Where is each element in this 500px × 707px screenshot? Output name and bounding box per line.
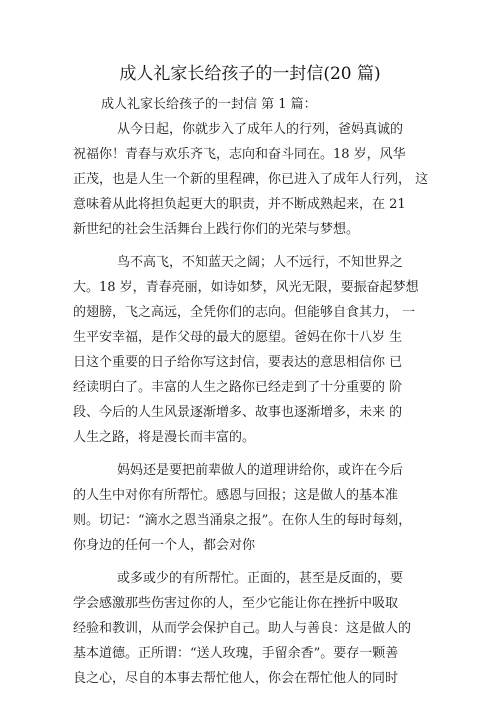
body-line: 良之心，尽自的本事去帮忙他人，你会在帮忙他人的同时 — [73, 671, 399, 686]
body-line: 则。切记：“滴水之恩当涌泉之报”。在你人生的每时每刻， — [73, 513, 412, 528]
document-title: 成人礼家长给孩子的一封信(20 篇) — [119, 64, 381, 84]
body-line: 生平安幸福，是作父母的最大的愿望。爸妈在你十八岁 生 — [73, 330, 403, 345]
body-line: 人生之路，将是漫长而丰富的。 — [73, 430, 256, 445]
body-line: 日这个重要的日子给你写这封信，要表达的意思相信你 已 — [73, 355, 403, 370]
subtitle-line: 成人礼家长给孩子的一封信 第 1 篇： — [101, 97, 317, 112]
body-line: 学会感激那些伤害过你的人，至少它能让你在挫折中吸取 — [73, 596, 399, 611]
body-line: 意味着从此将担负起更大的职责，并不断成熟起来，在 21 — [73, 197, 406, 212]
body-line: 的翅膀，飞之高远，全凭你们的志向。但能够自食其力， 一 — [73, 305, 416, 320]
body-line: 妈妈还是要把前辈做人的道理讲给你，或许在今后 — [117, 463, 404, 478]
body-line: 基本道德。正所谓：“送人玫瑰，手留余香”。要存一颗善 — [73, 646, 399, 661]
body-line: 大。18 岁，青春亮丽，如诗如梦，风光无限，要振奋起梦想 — [73, 280, 419, 295]
body-line: 新世纪的社会生活舞台上践行你们的光荣与梦想。 — [73, 222, 360, 237]
body-line: 经验和教训，从而学会保护自己。助人与善良：这是做人的 — [73, 621, 412, 636]
body-line: 鸟不高飞，不知蓝天之阔；人不远行，不知世界之 — [117, 255, 404, 270]
body-line: 或多或少的有所帮忙。正面的，甚至是反面的，要 — [117, 571, 404, 586]
body-line: 从今日起，你就步入了成年人的行列，爸妈真诚的 — [117, 122, 404, 137]
body-line: 你身边的任何一个人，都会对你 — [73, 538, 256, 553]
body-line: 段、今后的人生风景逐渐增多、故事也逐渐增多，未来 的 — [73, 405, 403, 420]
body-line: 的人生中对你有所帮忙。感恩与回报；这是做人的基本准 — [73, 488, 399, 503]
body-line: 经读明白了。丰富的人生之路你已经走到了十分重要的 阶 — [73, 380, 403, 395]
body-line: 正茂，也是人生一个新的里程碑，你已进入了成年人行列， 这 — [73, 172, 429, 187]
body-line: 祝福你！青春与欢乐齐飞，志向和奋斗同在。18 岁，风华 — [73, 147, 406, 162]
